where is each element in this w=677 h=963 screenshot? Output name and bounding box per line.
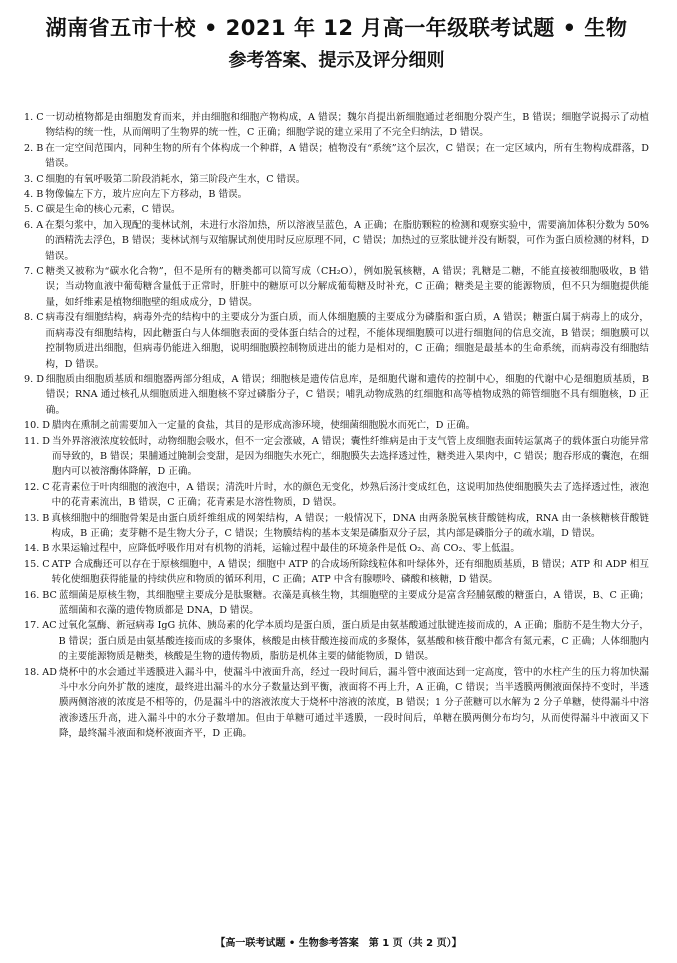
answer-number: 3. C (24, 173, 44, 185)
answer-explanation: 腊肉在熏制之前需要加入一定量的食盐，其目的是形成高渗环境，使细菌细胞脱水而死亡，D 正确。 (52, 420, 476, 432)
answer-explanation: 病毒没有细胞结构，病毒外壳的结构中的主要成分为蛋白质，而人体细胞膜的主要成分为磷脂和蛋白质，A 错误；糖蛋白属于病毒上的成分，而病毒没有细胞结构，因此糖蛋白与人体细胞表面的受体蛋白结合的过程，不能体现细胞膜可以进行细胞间的信息交流，B 错误；细胞膜可以控制物质进出细胞，但病毒仍能进入细胞，说明细胞膜控制物质进出的能力是相对的，C 正确；细胞是最基本的生命系统，而病毒没有细胞结构，D 错误。 (45, 312, 649, 370)
answer-explanation: 花青素位于叶肉细胞的液泡中，A 错误；清洗叶片时，水的颜色无变化，炒熟后汤汁变成红色，这说明加热使细胞膜失去了选择透过性，液泡中的花青素流出，B 错误，C 正确；花青素是水溶性物质，D 错误。 (51, 481, 649, 509)
answer-item (24, 588, 649, 619)
answer-item (24, 480, 649, 511)
answer-item (24, 557, 649, 588)
page-footer: 【高一联考试题 • 生物参考答案 第 1 页（共 2 页）】 (215, 938, 462, 949)
answer-explanation: 细胞的有氧呼吸第二阶段消耗水，第三阶段产生水，C 错误。 (45, 173, 306, 185)
answer-number: 15. C (24, 558, 50, 570)
answer-explanation: 在一定空间范围内，同种生物的所有个体构成一个种群，A 错误；植物没有“系统”这个层次，C 错误；在一定区域内，所有生物构成群落，D 错误。 (45, 142, 649, 170)
answer-explanation: 真核细胞中的细胞骨架是由蛋白质纤维组成的网架结构，A 错误；一般情况下，DNA 由两条脱氧核苷酸链构成，RNA 由一条核糖核苷酸链构成，B 正确；麦芽糖不是生物大分子，C 错误；生物膜结构的基本支架是磷脂双分子层，其内部是磷脂分子的疏水端，D 错误。 (51, 512, 649, 539)
answer-explanation: 一切动植物都是由细胞发育而来，并由细胞和细胞产物构成，A 错误；魏尔肖提出新细胞通过老细胞分裂产生，B 错误；细胞学说揭示了动植物结构的统一性，从而阐明了生物界的统一性，C 正确；细胞学说的建立采用了不完全归纳法，D 错误。 (45, 112, 649, 139)
answer-explanation: 物像偏左下方，玻片应向左下方移动，B 错误。 (45, 189, 248, 201)
answer-item (24, 202, 649, 217)
page-subtitle: 参考答案、提示及评分细则 (228, 50, 445, 71)
answer-number: 13. B (24, 512, 50, 524)
answer-item (24, 110, 649, 141)
answer-item (24, 372, 649, 418)
answer-number: 17. AC (24, 620, 57, 632)
answer-explanation: 当外界溶液浓度较低时，动物细胞会吸水，但不一定会涨破，A 错误；囊性纤维病是由于支气管上皮细胞表面转运氯离子的载体蛋白功能异常而导致的，B 错误；果脯通过腌制会变甜，是因为细胞失水死亡，细胞膜失去选择透过性，糖类进入果肉中，C 错误；胞吞形成的囊泡，在细胞内可以被溶酶体降解，D 正确。 (52, 435, 649, 478)
answer-item (24, 434, 649, 480)
answer-explanation: 在梨匀浆中，加入现配的斐林试剂，未进行水浴加热，所以溶液呈蓝色，A 正确；在脂肪颗粒的检测和观察实验中，需要滴加体积分数为 50% 的酒精洗去浮色，B 错误；斐林试剂与双缩脲试剂使用时反应原理不同，C 错误；加热过的豆浆肽键并没有断裂，可作为蛋白质检测的材料，D 错误。 (45, 219, 649, 262)
answer-item (24, 665, 649, 742)
answer-number: 14. B (24, 543, 50, 555)
answer-item (24, 218, 649, 264)
answer-item (24, 310, 649, 372)
answer-number: 16. BC (24, 589, 57, 601)
answer-explanation: 碳是生命的核心元素，C 错误。 (45, 204, 181, 216)
answer-explanation: 烧杯中的水会通过半透膜进入漏斗中，使漏斗中液面升高，经过一段时间后，漏斗管中液面达到一定高度，管中的水柱产生的压力将加快漏斗中水分向外扩散的速度，最终进出漏斗的水分子数量达到平衡，液面将不再上升，A 正确，C 错误；当半透膜两侧液面保持不变时，半透膜两侧溶液的浓度是不相等的，仍是漏斗中的溶液浓度大于烧杯中溶液的浓度，B 错误；1 分子蔗糖可以水解为 2 分子单糖，使得漏斗中溶液渗透压升高，进入漏斗中的水分子数增加。但由于单糖可通过半透膜，一段时间后，单糖在膜两侧分布均匀，从而使得漏斗中液面又下降，最终漏斗液面和烧杯液面齐平，D 正确。 (58, 666, 649, 740)
answer-item (24, 418, 649, 433)
answer-explanation: 糖类又被称为“碳水化合物”，但不是所有的糖类都可以简写成（CH₂O），例如脱氧核糖，A 错误；乳糖是二糖，不能直接被细胞吸收，B 错误；当动物血液中葡萄糖含量低于正常时，肝脏中的糖原可以分解成葡萄糖及时补充，C 正确；糖类是主要的能源物质，但不只为细胞提供能量，如纤维素是植物细胞壁的组成成分，D 错误。 (45, 266, 649, 308)
answer-number: 5. C (24, 204, 44, 216)
answer-item (24, 541, 649, 556)
answer-number: 1. C (24, 112, 44, 123)
answer-explanation: 细胞质由细胞质基质和细胞器两部分组成，A 错误；细胞核是遗传信息库，是细胞代谢和遗传的控制中心，细胞的代谢中心是细胞质基质，B 错误；RNA 通过核孔从细胞质进入细胞核不穿过磷脂分子，C 错误；哺乳动物成熟的红细胞和高等植物成熟的筛管细胞不具有细胞核，D 正确。 (45, 373, 649, 416)
answer-item (24, 172, 649, 187)
answer-number: 9. D (24, 373, 44, 385)
answer-explanation: ATP 合成酶还可以存在于原核细胞中，A 错误；细胞中 ATP 的合成场所除线粒体和叶绿体外，还有细胞质基质，B 错误；ATP 和 ADP 相互转化使细胞获得能量的持续供应和物质的循环利用，C 正确；ATP 中含有腺嘌呤、磷酸和核糖，D 错误。 (51, 558, 649, 586)
answer-number: 2. B (24, 142, 44, 154)
answer-number: 18. AD (24, 666, 57, 678)
answer-explanation: 水果运输过程中，应降低呼吸作用对有机物的消耗，运输过程中最佳的环境条件是低 O₂、高 CO₂、零上低温。 (51, 543, 520, 555)
answer-number: 11. D (24, 435, 50, 447)
answer-number: 8. C (24, 312, 44, 324)
answer-item (24, 618, 649, 664)
answer-item (24, 511, 649, 542)
answer-number: 7. C (24, 266, 44, 278)
answer-number: 4. B (24, 189, 44, 201)
answer-item (24, 187, 649, 202)
answer-number: 10. D (24, 420, 50, 432)
answer-item (24, 264, 649, 310)
answer-number: 12. C (24, 481, 50, 493)
answer-explanation: 过氧化氢酶、新冠病毒 IgG 抗体、胰岛素的化学本质均是蛋白质，蛋白质是由氨基酸通过肽键连接而成的，A 正确；脂肪不是生物大分子，B 错误；蛋白质是由氨基酸连接而成的多聚体，核酸是由核苷酸连接而成的多聚体，氨基酸和核苷酸中都含有氮元素，C 正确；人体细胞内的主要能源物质是糖类，核酸是生物的遗传物质，脂肪是机体主要的储能物质，D 错误。 (58, 620, 649, 663)
answer-explanation: 蓝细菌是原核生物，其细胞壁主要成分是肽聚糖。衣藻是真核生物，其细胞壁的主要成分是富含羟脯氨酸的糖蛋白，A 错误，B、C 正确；蓝细菌和衣藻的遗传物质都是 DNA，D 错误。 (58, 589, 649, 616)
answer-item (24, 141, 649, 172)
answer-number: 6. A (24, 219, 44, 231)
answer-list (24, 110, 649, 742)
page-title: 湖南省五市十校 • 2021 年 12 月高一年级联考试题 • 生物 (45, 16, 628, 40)
